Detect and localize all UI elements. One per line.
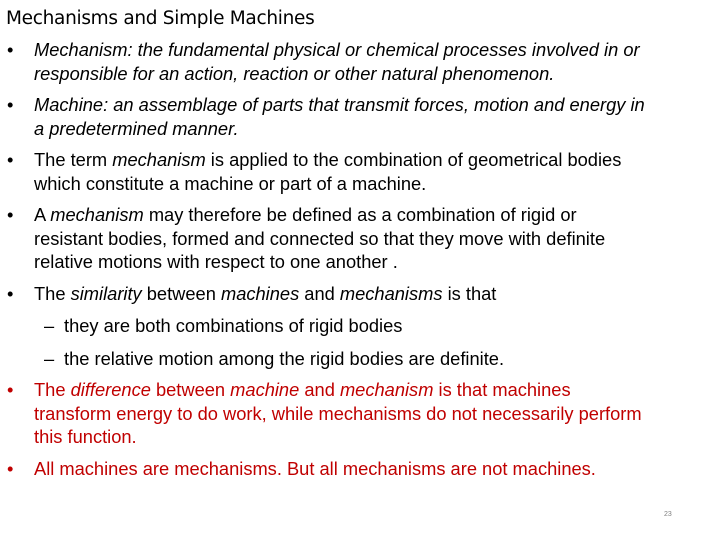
text: and [299,379,340,400]
term-machines: machines [220,282,300,304]
bullet-marker: • [7,282,14,304]
bullet-marker: • [7,204,14,225]
definition-text: responsible for an action, reaction or other natural phenomenon. [34,62,555,84]
term-machine: machine [230,379,300,400]
bullet-term-mechanism [0,148,720,195]
definition-text: : the fundamental physical or chemical processes involved in or [127,39,640,60]
page-number: 23 [664,511,672,518]
text: All machines are mechanisms. But all mechanisms are not machines. [34,457,596,479]
bullet-marker: • [7,149,14,170]
text: which constitute a machine or part of a machine. [34,172,427,194]
bullet-mechanism-combination [0,203,720,274]
definition-text: a predetermined manner. [34,117,239,139]
term-mechanism: mechanism [50,204,144,225]
text: transform energy to do work, while mechanisms do not necessarily perform [34,402,642,424]
term-difference: difference [70,379,151,400]
text: The [34,379,71,400]
bullet-difference [0,378,720,449]
text: the relative motion among the rigid bodies are definite. [64,347,505,369]
term-mechanism: Mechanism [34,39,128,60]
bullet-all-machines [0,457,720,481]
text: and [299,282,340,304]
term-similarity: similarity [70,282,142,304]
text: is that [442,282,497,304]
bullet-marker: • [7,94,14,115]
text: A [34,204,51,225]
text: is applied to the combination of geometrical bodies [205,149,622,170]
term-mechanism: mechanism [112,149,206,170]
dash-marker: – [44,315,55,336]
bullet-marker: • [7,379,14,400]
definition-text: : an assemblage of parts that transmit forces, motion and energy in [103,94,645,115]
text: they are both combinations of rigid bodies [64,315,403,336]
bullet-marker: • [7,39,14,60]
text: is that machines [433,379,571,400]
dash-marker: – [44,347,55,369]
text: The term [34,149,113,170]
term-mechanisms: mechanisms [339,282,443,304]
term-mechanism: mechanism [339,379,434,400]
text: between [150,379,231,400]
text: may therefore be defined as a combination of rigid or [143,204,577,225]
slide-title: Mechanisms and Simple Machines [6,8,315,29]
bullet-similarity [0,282,720,306]
bullet-marker: • [7,457,14,479]
text: this function. [34,426,137,447]
sub-bullet-relative-motion [0,347,720,371]
sub-bullet-rigid-bodies [0,314,720,338]
bullet-machine-definition [0,93,720,140]
text: resistant bodies, formed and connected so that they move with definite [34,227,606,249]
text: between [141,282,221,304]
bullet-mechanism-definition [0,38,720,85]
text: The [34,282,71,304]
text: relative motions with respect to one another . [34,251,398,272]
term-machine: Machine [34,94,104,115]
bullet-list [0,38,720,480]
